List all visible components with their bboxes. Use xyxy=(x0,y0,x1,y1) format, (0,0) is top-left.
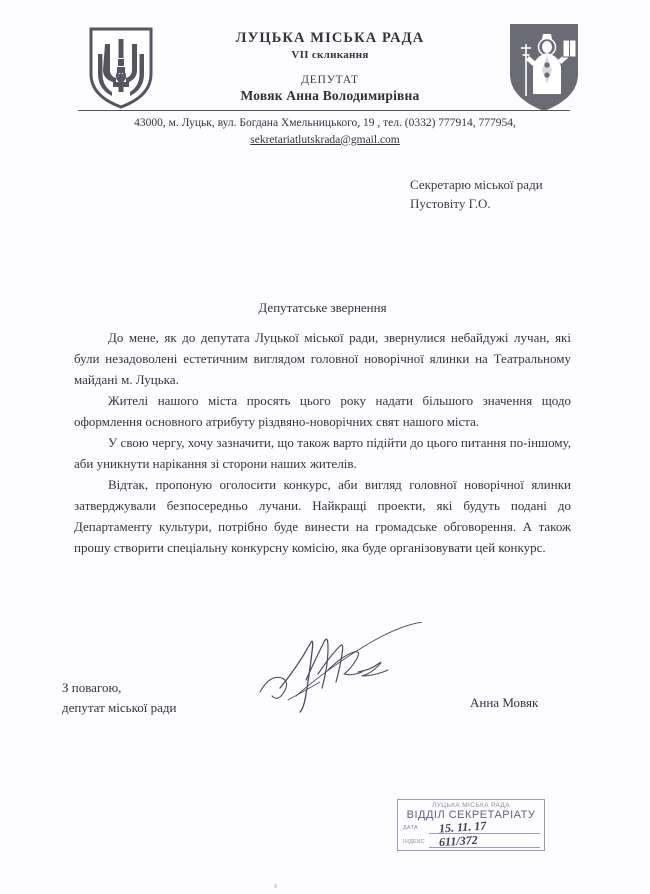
addressee-line-1: Секретарю міської ради xyxy=(410,177,543,192)
deputy-name: Мовяк Анна Володимирівна xyxy=(240,87,420,103)
contact-info xyxy=(40,115,610,148)
organization-title: ЛУЦЬКА МІСЬКА РАДА xyxy=(235,30,425,46)
convocation-label: VII скликання xyxy=(291,48,369,61)
document-title: Депутатське звернення xyxy=(258,300,387,315)
body-paragraph: Відтак, пропоную оголосити конкурс, аби вигляд головної новорічної ялинки затверджували безпосередньо лучани. Найкращі проекти, які будуть подані до Департаменту культури, потрібно буде винести на громадське обговорення. А також прошу створити спеціальну конкурсну комісію, яка буде організовувати цей конкурс. xyxy=(74,477,571,556)
paper-speck xyxy=(274,884,277,888)
secretariat-registration-stamp xyxy=(397,799,545,851)
stamp-organization: ЛУЦЬКА МІСЬКА РАДА xyxy=(432,802,510,809)
lutsk-city-coat-of-arms-icon xyxy=(508,22,580,114)
body-paragraph: У свою чергу, хочу зазначити, що також варто підійти до цього питання по-іншому, аби уникнути нарікання зі сторони наших жителів. xyxy=(74,435,571,472)
signer-name: Анна Мовяк xyxy=(470,695,539,710)
role-label: ДЕПУТАТ xyxy=(301,73,359,86)
stamp-index-row xyxy=(403,832,540,850)
stamp-date-value: 15. 11. 17 xyxy=(438,818,487,836)
stamp-date-label: ДАТА xyxy=(403,825,419,832)
postal-address: 43000, м. Луцьк, вул. Богдана Хмельницького, 19 , тел. (0332) 777914, 777954, xyxy=(134,117,516,129)
header-divider xyxy=(78,110,570,111)
stamp-index-value: 611/372 xyxy=(438,832,479,850)
stamp-index-label: ІНДЕКС xyxy=(403,839,425,846)
stamp-department: ВІДДІЛ СЕКРЕТАРІАТУ xyxy=(406,809,536,821)
closing-phrase: З повагою, xyxy=(62,680,122,695)
email-address[interactable]: sekretariatlutskrada@gmail.com xyxy=(250,133,400,146)
signer-position: депутат міської ради xyxy=(62,699,177,715)
body-paragraph: До мене, як до депутата Луцької міської ради, звернулися небайдужі лучан, які були незадоволені естетичним виглядом головної новорічної ялинки на Театральному майдані м. Луцька. xyxy=(74,330,571,388)
ukrainian-trident-coat-of-arms-icon xyxy=(88,26,154,110)
addressee-block xyxy=(410,176,543,214)
letterhead xyxy=(0,0,650,150)
addressee-line-2: Пустовіту Г.О. xyxy=(410,195,491,211)
body-paragraph: Жителі нашого міста просять цього року надати більшого значення щодо оформлення основного атрибуту різдвяно-новорічних свят нашого міста. xyxy=(74,393,571,430)
signature-left-block xyxy=(62,678,176,717)
letterhead-center-block xyxy=(160,30,500,104)
handwritten-signature xyxy=(258,622,428,714)
document-body xyxy=(74,327,571,559)
